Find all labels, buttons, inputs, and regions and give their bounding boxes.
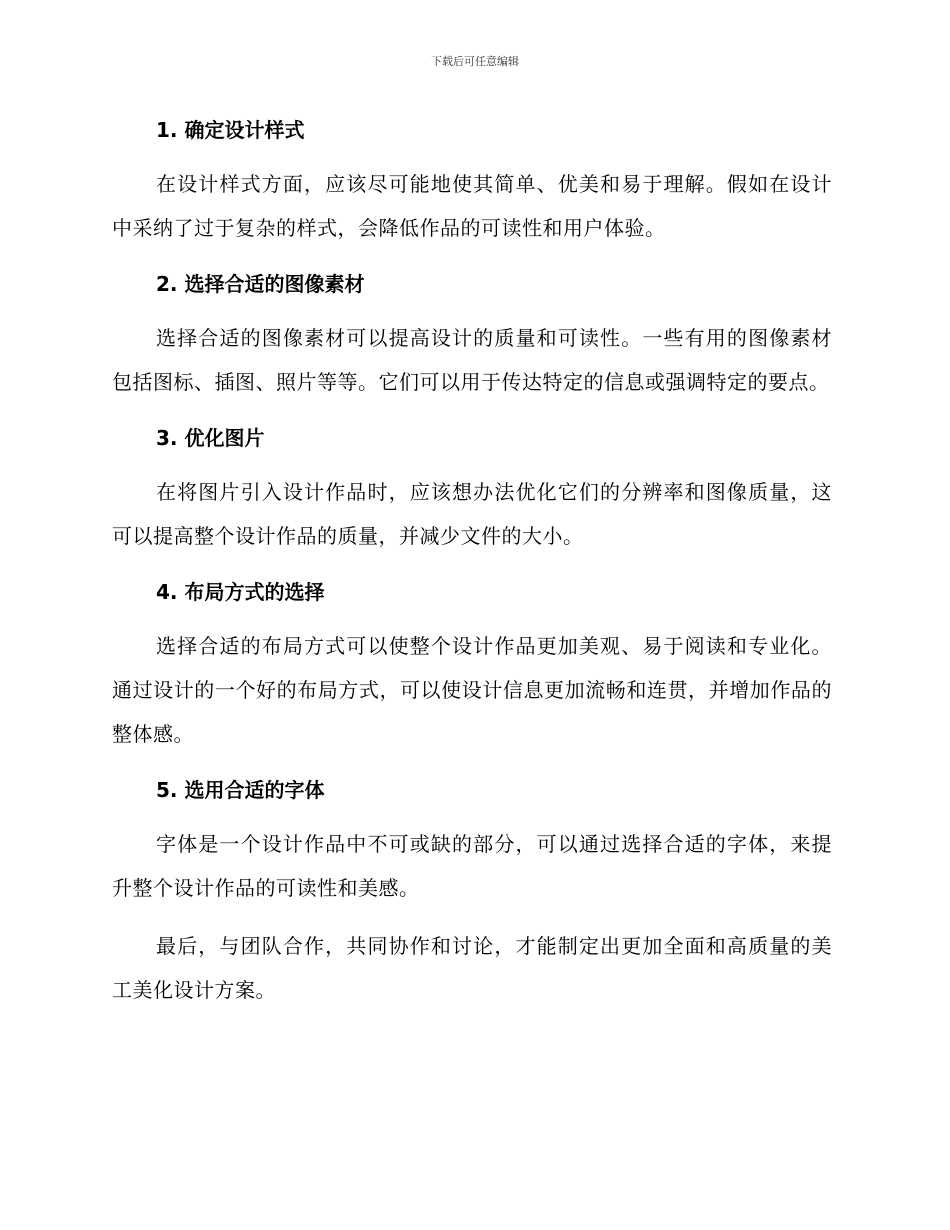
section-paragraph-1: 在设计样式方面，应该尽可能地使其简单、优美和易于理解。假如在设计中采纳了过于复杂的样式，会降低作品的可读性和用户体验。 — [112, 172, 832, 240]
page-header: 下载后可任意编辑 — [431, 55, 519, 68]
section-heading-5: 5. 选用合适的字体 — [156, 778, 325, 802]
section-heading-3: 3. 优化图片 — [156, 426, 265, 450]
section-paragraph-4: 选择合适的布局方式可以使整个设计作品更加美观、易于阅读和专业化。通过设计的一个好的布局方式，可以使设计信息更加流畅和连贯，并增加作品的整体感。 — [112, 634, 832, 746]
document-body — [112, 110, 832, 1012]
section-heading-4: 4. 布局方式的选择 — [156, 580, 325, 604]
section-paragraph-2: 选择合适的图像素材可以提高设计的质量和可读性。一些有用的图像素材包括图标、插图、照片等等。它们可以用于传达特定的信息或强调特定的要点。 — [112, 326, 832, 394]
section-heading-2: 2. 选择合适的图像素材 — [156, 272, 365, 296]
section-heading-1: 1. 确定设计样式 — [156, 118, 305, 142]
section-paragraph-3: 在将图片引入设计作品时，应该想办法优化它们的分辨率和图像质量，这可以提高整个设计作品的质量，并减少文件的大小。 — [112, 480, 832, 548]
section-paragraph-5: 字体是一个设计作品中不可或缺的部分，可以通过选择合适的字体，来提升整个设计作品的可读性和美感。 — [112, 832, 832, 900]
conclusion-paragraph: 最后，与团队合作，共同协作和讨论，才能制定出更加全面和高质量的美工美化设计方案。 — [112, 934, 832, 1002]
